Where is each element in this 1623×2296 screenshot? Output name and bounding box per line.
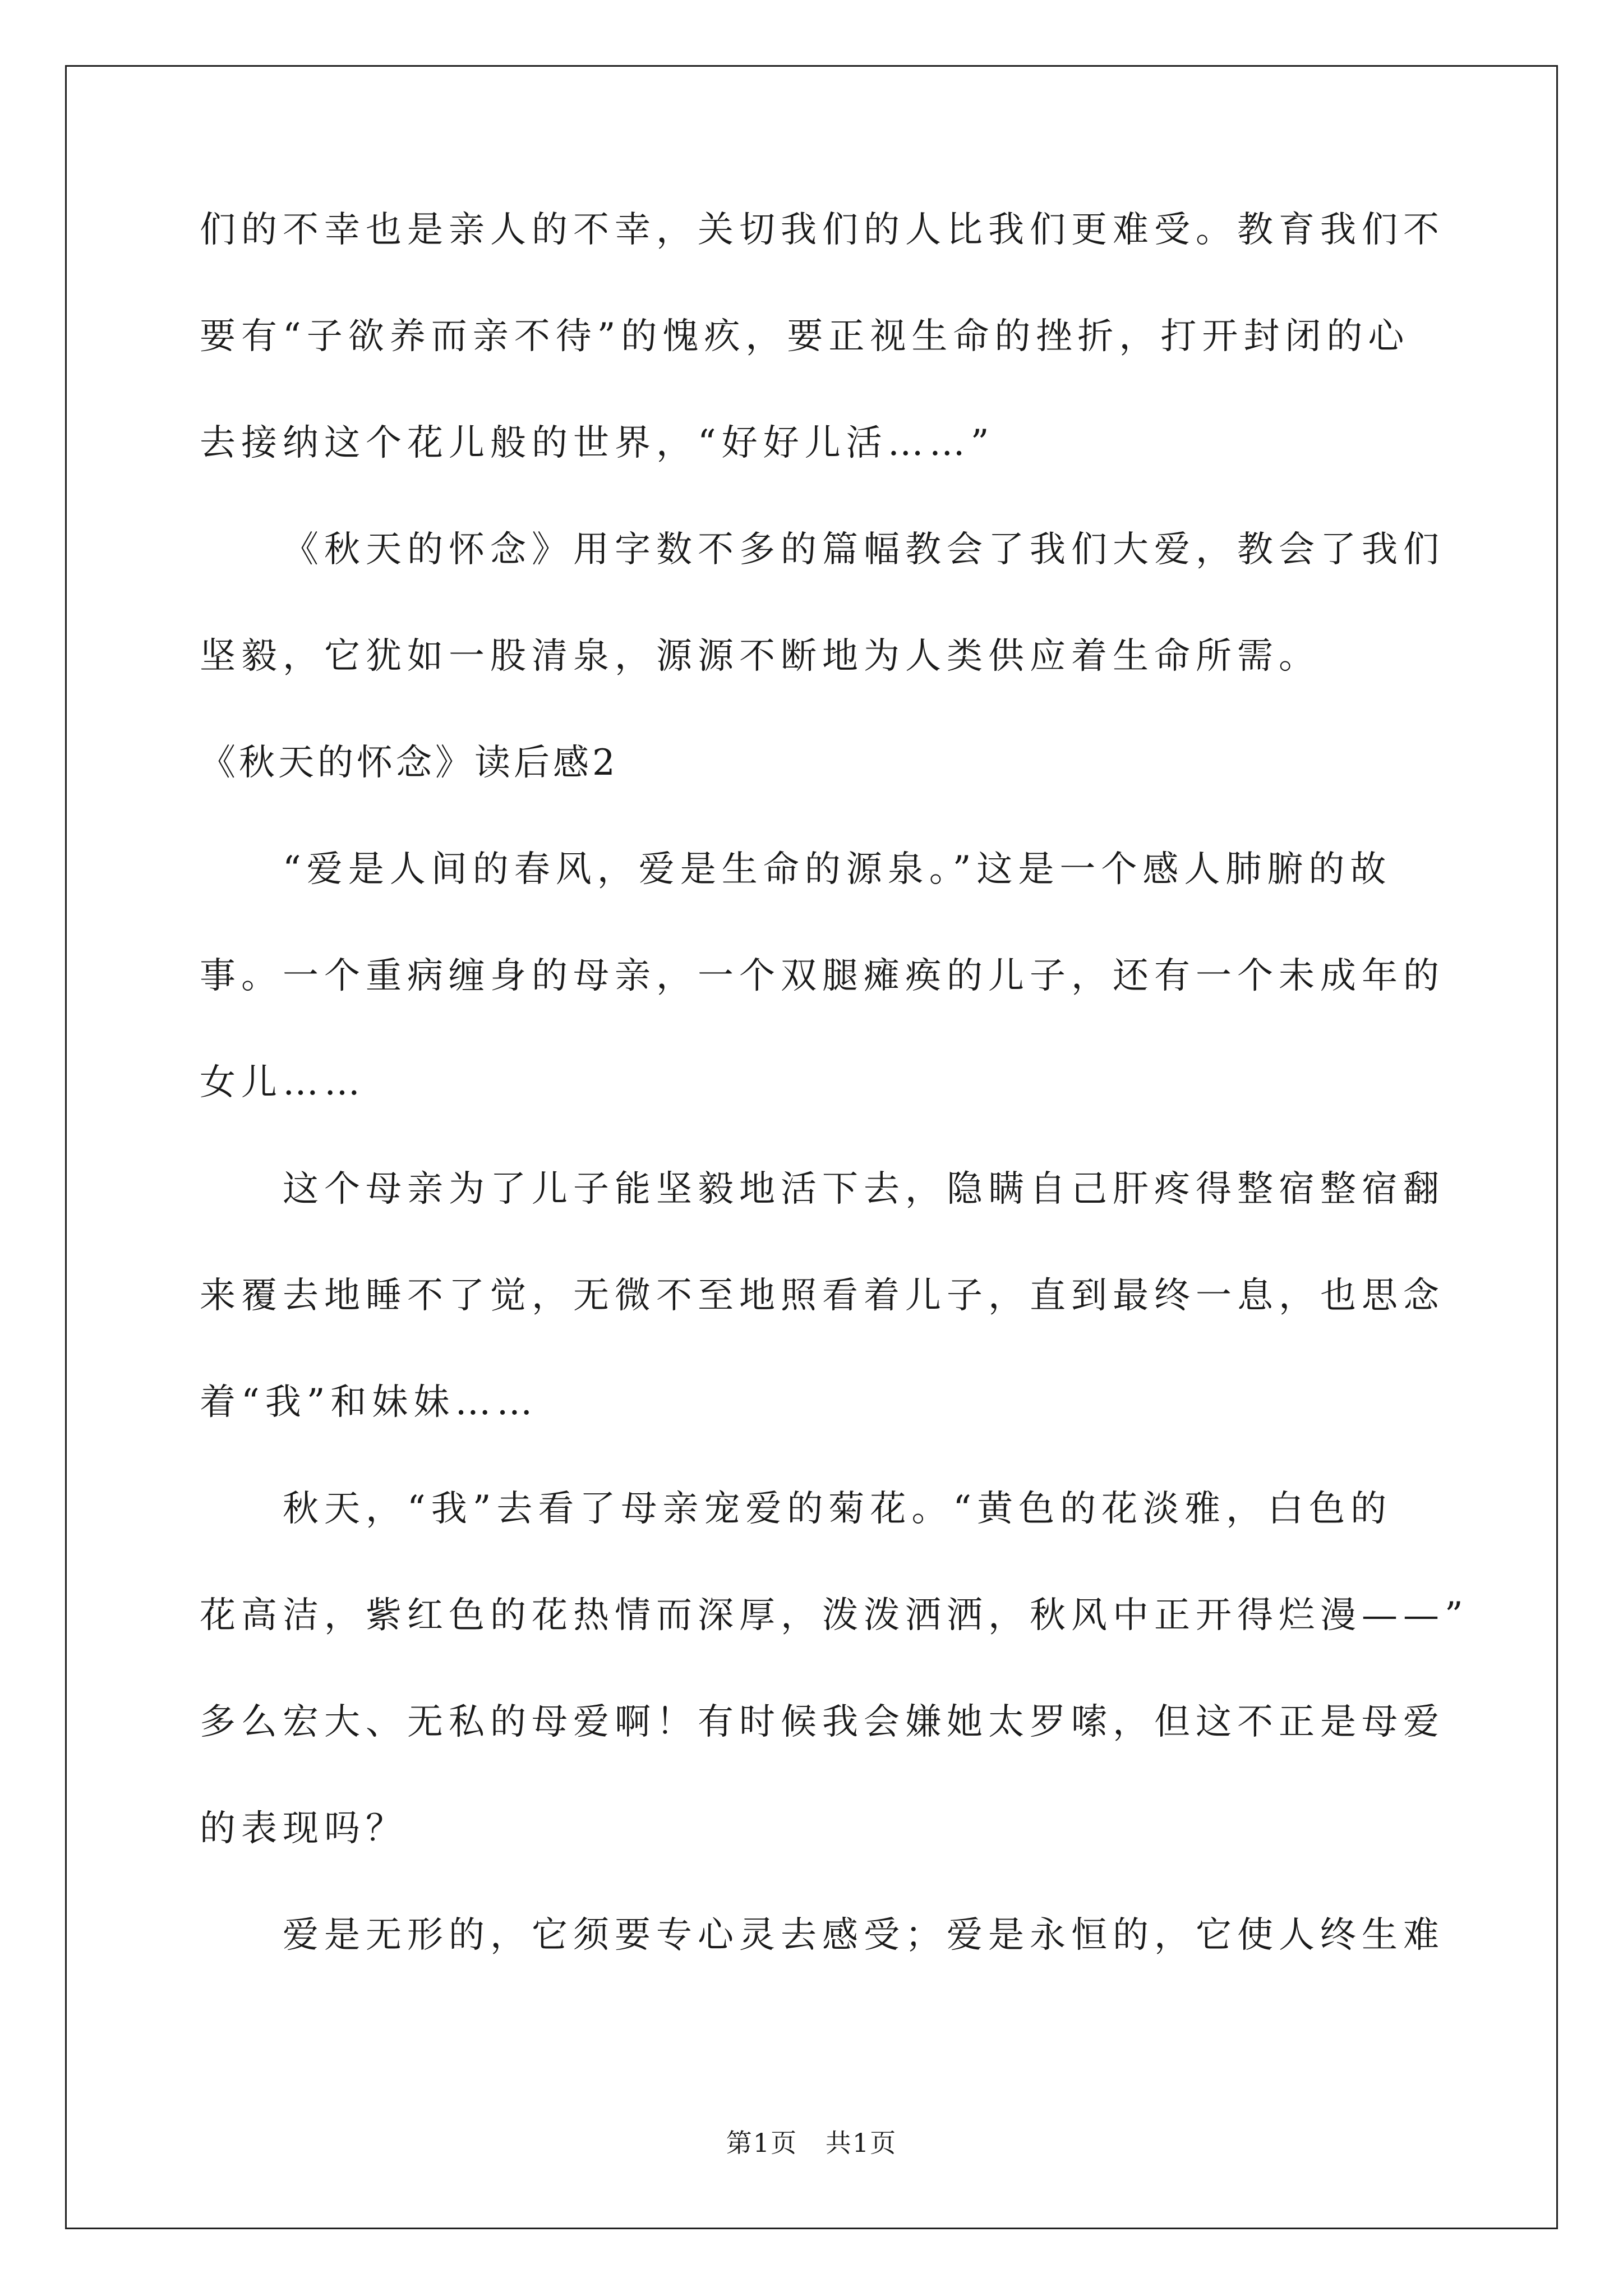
paragraph-first-line: “爱是人间的春风，爱是生命的源泉。”这是一个感人肺腑的故 [283, 849, 1392, 890]
text-line: 去接纳这个花儿般的世界，“好好儿活……” [200, 422, 995, 464]
text-line: 多么宏大、无私的母爱啊！有时候我会嫌她太罗嗦，但这不正是母爱 [200, 1701, 1445, 1743]
paragraph-first-line: 爱是无形的，它须要专心灵去感受；爱是永恒的，它使人终生难 [283, 1915, 1445, 1956]
text-line: 花高洁，紫红色的花热情而深厚，泼泼洒洒，秋风中正开得烂漫——” [200, 1595, 1469, 1636]
section-heading: 《秋天的怀念》读后感2 [200, 742, 619, 784]
text-line: 来覆去地睡不了觉，无微不至地照看着儿子，直到最终一息，也思念 [200, 1275, 1445, 1317]
text-line: 的表现吗？ [200, 1808, 407, 1849]
text-line: 女儿…… [200, 1062, 366, 1103]
text-line: 要有“子欲养而亲不待”的愧疚，要正视生命的挫折，打开封闭的心 [200, 316, 1410, 357]
text-line: 着“我”和妹妹…… [200, 1382, 538, 1423]
paragraph-first-line: 秋天，“我”去看了母亲宠爱的菊花。“黄色的花淡雅，白色的 [283, 1488, 1393, 1530]
page-border [65, 65, 1558, 2229]
text-line: 事。一个重病缠身的母亲，一个双腿瘫痪的儿子，还有一个未成年的 [200, 955, 1445, 997]
page-number-footer: 第1页 共1页 [726, 2128, 897, 2158]
paragraph-first-line: 这个母亲为了儿子能坚毅地活下去，隐瞒自己肝疼得整宿整宿翻 [283, 1168, 1445, 1210]
text-line: 们的不幸也是亲人的不幸，关切我们的人比我们更难受。教育我们不 [200, 209, 1445, 251]
paragraph-first-line: 《秋天的怀念》用字数不多的篇幅教会了我们大爱，教会了我们 [283, 529, 1445, 570]
text-line: 坚毅，它犹如一股清泉，源源不断地为人类供应着生命所需。 [200, 636, 1320, 677]
